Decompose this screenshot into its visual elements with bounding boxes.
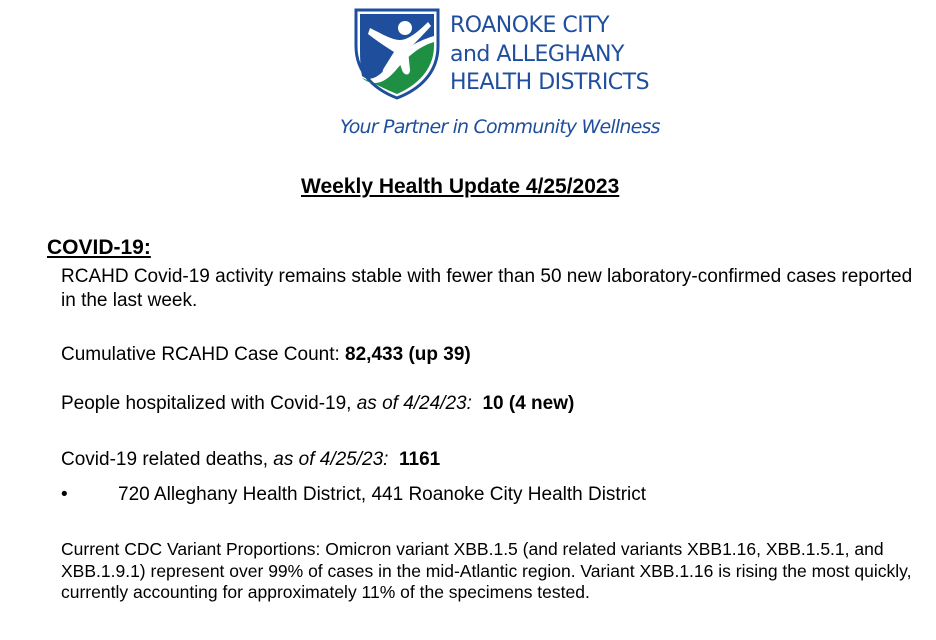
covid-activity-paragraph: RCAHD Covid-19 activity remains stable with fewer than 50 new laboratory-confirmed cases reported in the last week. [61, 266, 913, 311]
page-title: Weekly Health Update 4/25/2023 [301, 175, 620, 198]
hospitalized-label: People hospitalized with Covid-19, [61, 393, 357, 414]
variant-proportions-paragraph: Current CDC Variant Proportions: Omicron variant XBB.1.5 (and related variants XBB1.16, XBB.1.5.1, and XBB.1.9.1) represent over 99% of cases in the mid-Atlantic region. Variant XBB.1.16 is rising the most quickly, currently accounting for approximately 11% of the specimens tested. [61, 539, 912, 602]
org-name-line-3: HEALTH DISTRICTS [450, 70, 650, 95]
deaths-line [61, 448, 440, 472]
organization-name [450, 12, 649, 98]
deaths-breakdown-text: 720 Alleghany Health District, 441 Roanoke City Health District [118, 484, 647, 505]
health-district-logo [352, 6, 442, 100]
hospitalized-line [61, 392, 574, 416]
tagline: Your Partner in Community Wellness [340, 116, 660, 138]
bullet-marker: • [61, 484, 68, 505]
deaths-label: Covid-19 related deaths, [61, 449, 274, 470]
case-count-line [61, 343, 471, 367]
deaths-as-of: as of 4/25/23: [273, 449, 389, 470]
covid-section-heading: COVID-19: [47, 236, 151, 259]
hospitalized-value: 10 (4 new) [482, 393, 575, 414]
hospitalized-as-of: as of 4/24/23: [356, 393, 472, 414]
case-count-label: Cumulative RCAHD Case Count: [61, 344, 346, 365]
org-name-line-1: ROANOKE CITY [450, 13, 610, 38]
person-in-shield-logo-icon [352, 6, 442, 100]
deaths-breakdown-list-item [61, 483, 646, 507]
deaths-value: 1161 [399, 449, 441, 470]
org-name-line-2: and ALLEGHANY [450, 41, 624, 67]
case-count-value: 82,433 (up 39) [345, 344, 471, 365]
